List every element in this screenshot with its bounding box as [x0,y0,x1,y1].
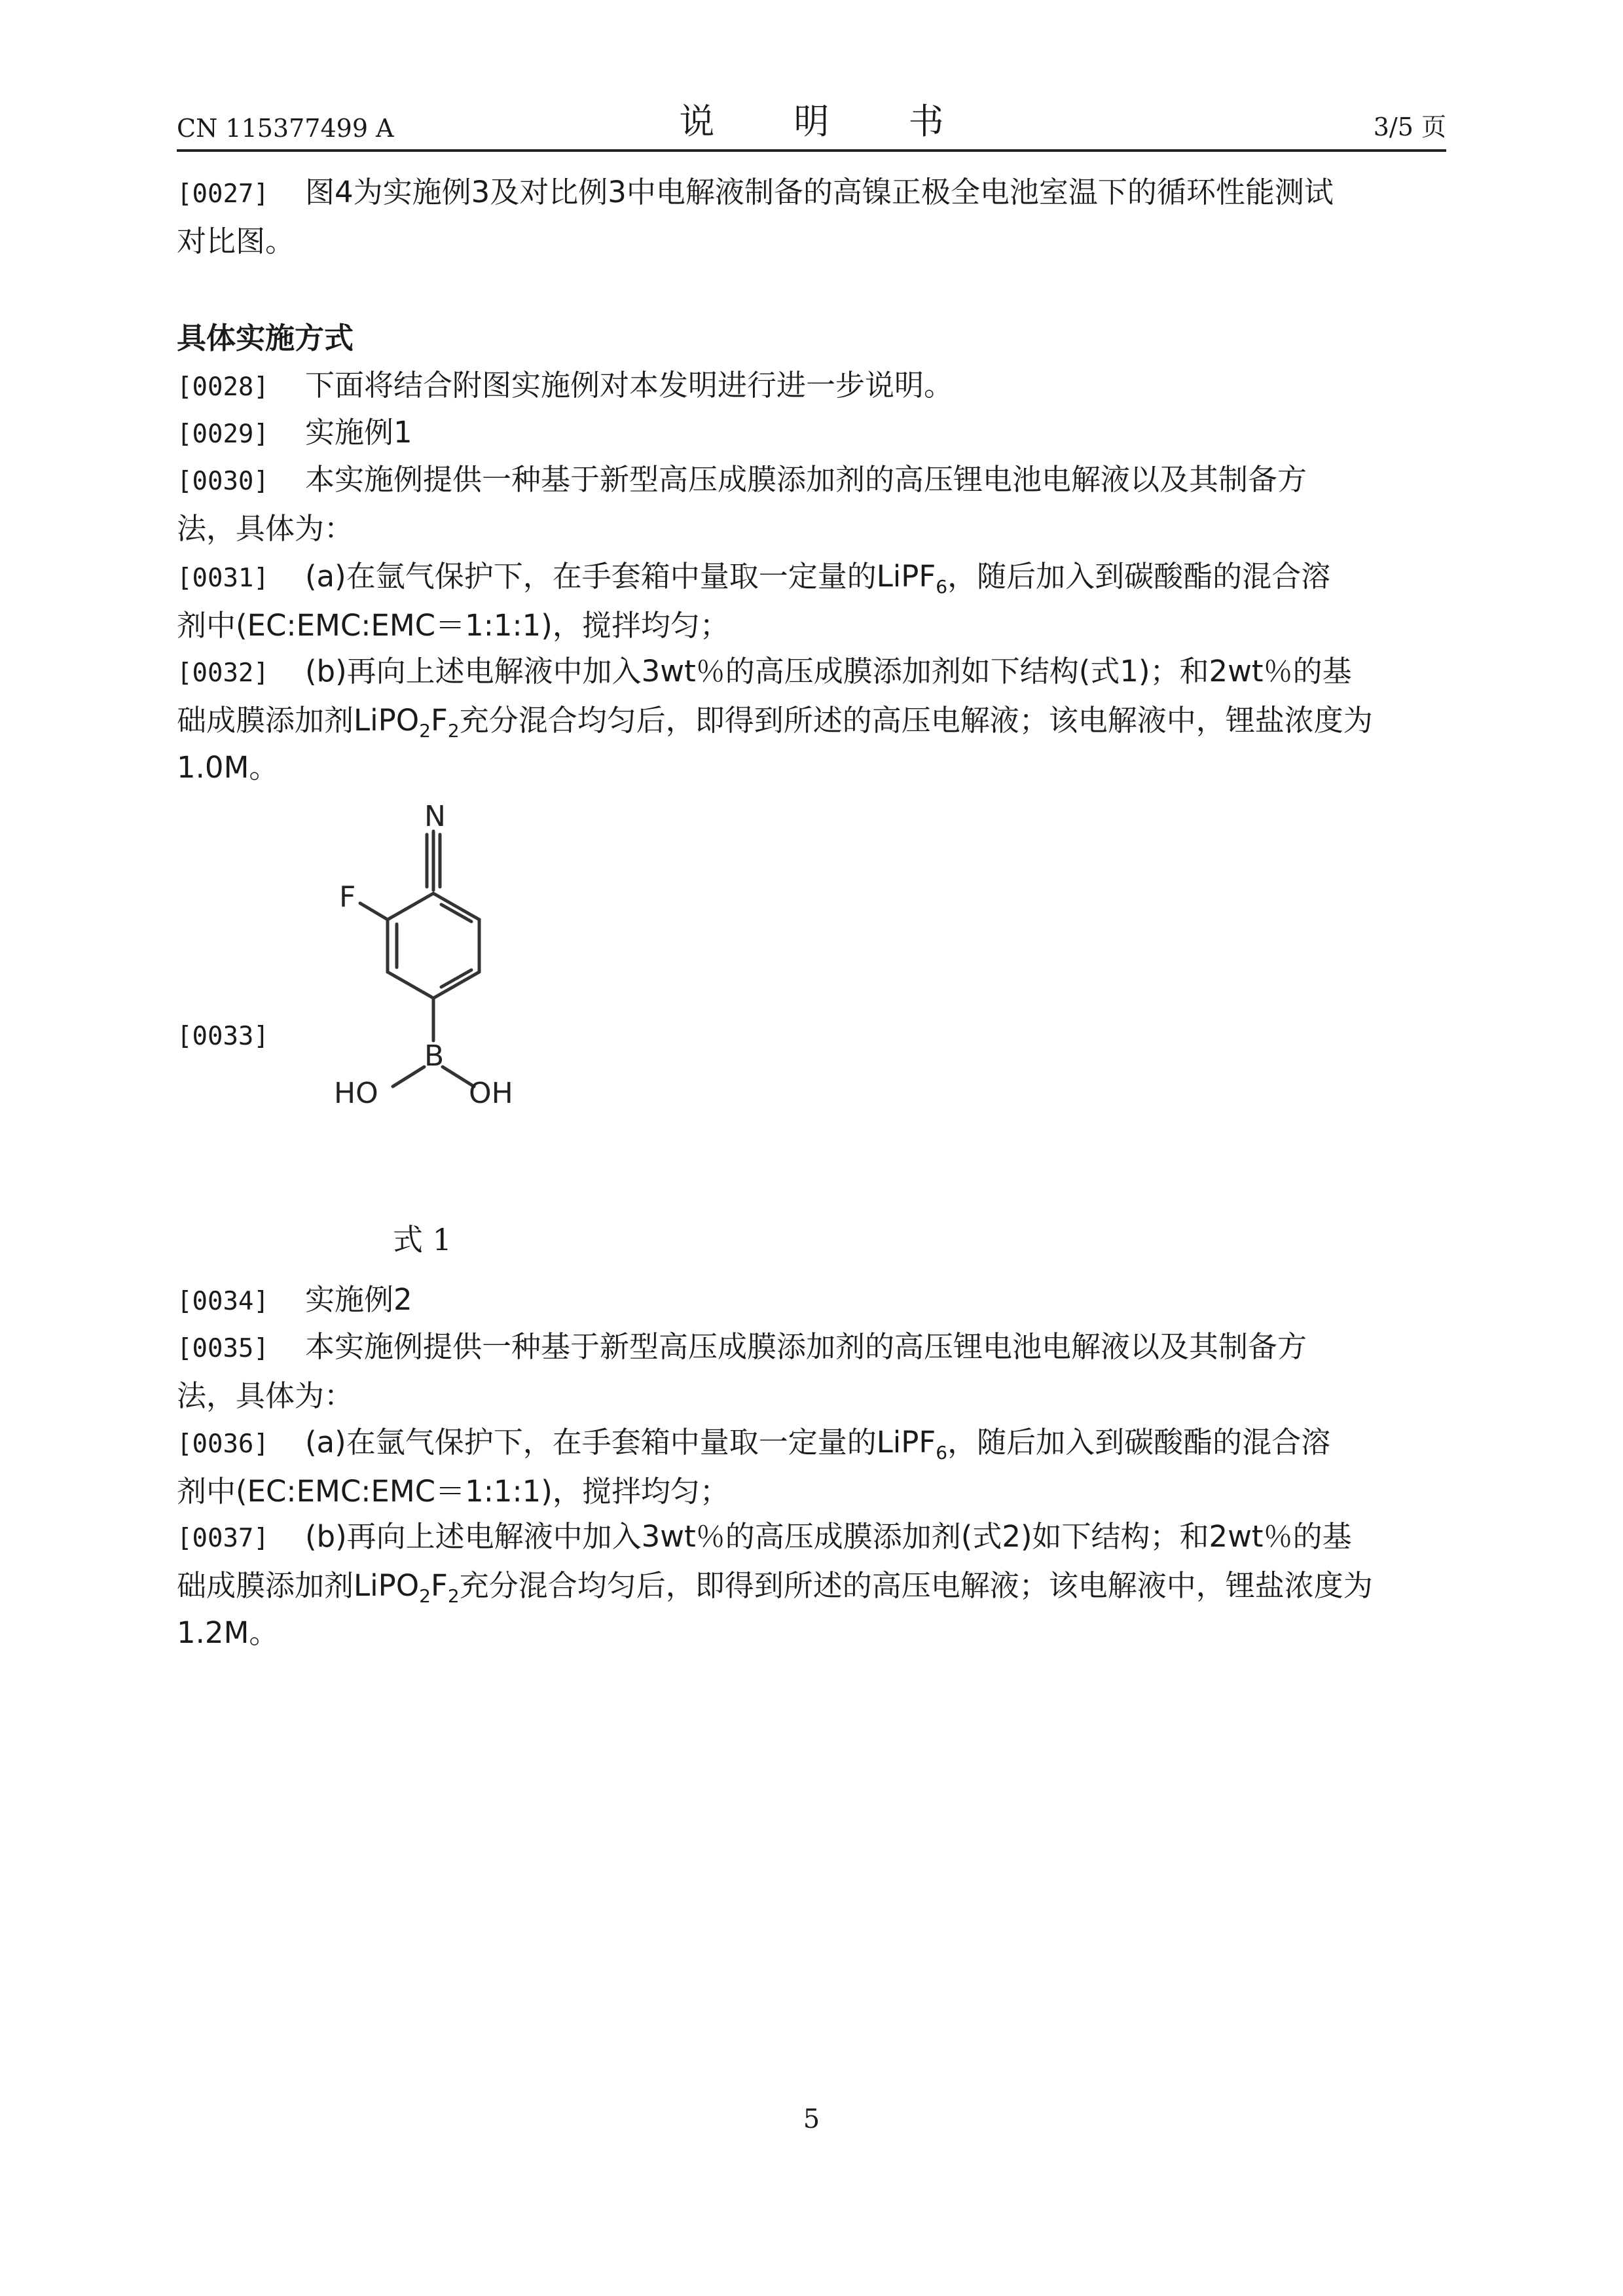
patent-number: CN 115377499 A [177,114,394,143]
paragraph-text: (a)在氩气保护下，在手套箱中量取一定量的LiPF [305,1425,936,1460]
paragraph-text: ，随后加入到碳酸酯的混合溶 [947,559,1331,594]
paragraph-text: 对比图。 [177,224,295,259]
chemical-structure-formula-1 [308,805,556,1198]
page-header [177,98,1446,151]
paragraph-0031 [177,553,1446,649]
paragraph-number: [0037] [177,1524,269,1553]
paragraph-number: [0031] [177,564,269,593]
page-indicator: 3/5 页 [1373,113,1446,141]
paragraph-text: 本实施例提供一种基于新型高压成膜添加剂的高压锂电池电解液以及其制备方 [305,1329,1307,1364]
paragraph-text: (a)在氩气保护下，在手套箱中量取一定量的LiPF [305,559,936,594]
atom-fluorine: F [339,880,356,914]
paragraph-text: 充分混合均匀后，即得到所述的高压电解液；该电解液中，锂盐浓度为 [459,703,1373,738]
paragraph-number: [0033] [177,1022,269,1051]
paragraph-text: F [430,703,448,738]
fluorine-bond [360,903,388,920]
paragraph-text: ，随后加入到碳酸酯的混合溶 [947,1425,1331,1460]
paragraph-text: F [430,1568,448,1603]
paragraph-0035 [177,1323,1446,1420]
subscript: 2 [447,1585,460,1607]
paragraph-number: [0029] [177,420,269,449]
hydroxyl-bond [393,1067,424,1086]
paragraph-number: [0032] [177,658,269,688]
formula-label: 式 1 [393,1222,452,1257]
atom-nitrogen: N [424,805,446,833]
section-heading: 具体实施方式 [177,321,354,355]
paragraph-text: 下面将结合附图实施例对本发明进行进一步说明。 [305,368,954,403]
paragraph-text: 法，具体为： [177,511,354,546]
paragraph-0030 [177,456,1446,552]
paragraph-text: 实施例1 [305,415,412,450]
subscript: 6 [936,1442,948,1463]
paragraph-number: [0036] [177,1429,269,1459]
document-title: 说 明 书 [679,101,978,142]
subscript: 6 [936,576,948,598]
paragraph-text: (b)再向上述电解液中加入3wt％的高压成膜添加剂(式2)如下结构；和2wt％的基 [305,1519,1352,1554]
paragraph-text: 剂中(EC:EMC:EMC＝1:1:1)，搅拌均匀； [177,1474,729,1509]
atom-hydroxyl-left: HO [334,1077,378,1110]
paragraph-number: [0035] [177,1334,269,1363]
subscript: 2 [447,720,460,742]
atom-boron: B [424,1039,445,1073]
paragraph-text: 本实施例提供一种基于新型高压成膜添加剂的高压锂电池电解液以及其制备方 [305,462,1307,497]
paragraph-0027 [177,169,1446,265]
subscript: 2 [419,1585,431,1607]
paragraph-text: 础成膜添加剂LiPO [177,1568,420,1603]
paragraph-number: [0028] [177,372,269,402]
atom-hydroxyl-right: OH [469,1077,513,1110]
paragraph-text: 1.0M。 [177,750,279,785]
page-number: 5 [803,2104,820,2134]
paragraph-0029 [177,409,1446,458]
paragraph-0034 [177,1276,1446,1325]
paragraph-text: 1.2M。 [177,1615,279,1650]
paragraph-0036 [177,1419,1446,1515]
paragraph-text: 础成膜添加剂LiPO [177,703,420,738]
paragraph-0032 [177,648,1446,791]
paragraph-0037 [177,1513,1446,1657]
paragraph-text: 图4为实施例3及对比例3中电解液制备的高镍正极全电池室温下的循环性能测试 [305,175,1334,209]
paragraph-number: [0030] [177,467,269,496]
paragraph-number: [0034] [177,1287,269,1316]
paragraph-text: (b)再向上述电解液中加入3wt％的高压成膜添加剂如下结构(式1)；和2wt％的基 [305,654,1352,689]
paragraph-0028 [177,362,1446,411]
paragraph-text: 剂中(EC:EMC:EMC＝1:1:1)，搅拌均匀； [177,608,729,643]
header-rule [177,149,1446,152]
paragraph-text: 法，具体为： [177,1378,354,1413]
subscript: 2 [419,720,431,742]
paragraph-text: 实施例2 [305,1282,412,1317]
benzene-ring [388,893,479,998]
paragraph-number: [0027] [177,179,269,209]
paragraph-text: 充分混合均匀后，即得到所述的高压电解液；该电解液中，锂盐浓度为 [459,1568,1373,1603]
